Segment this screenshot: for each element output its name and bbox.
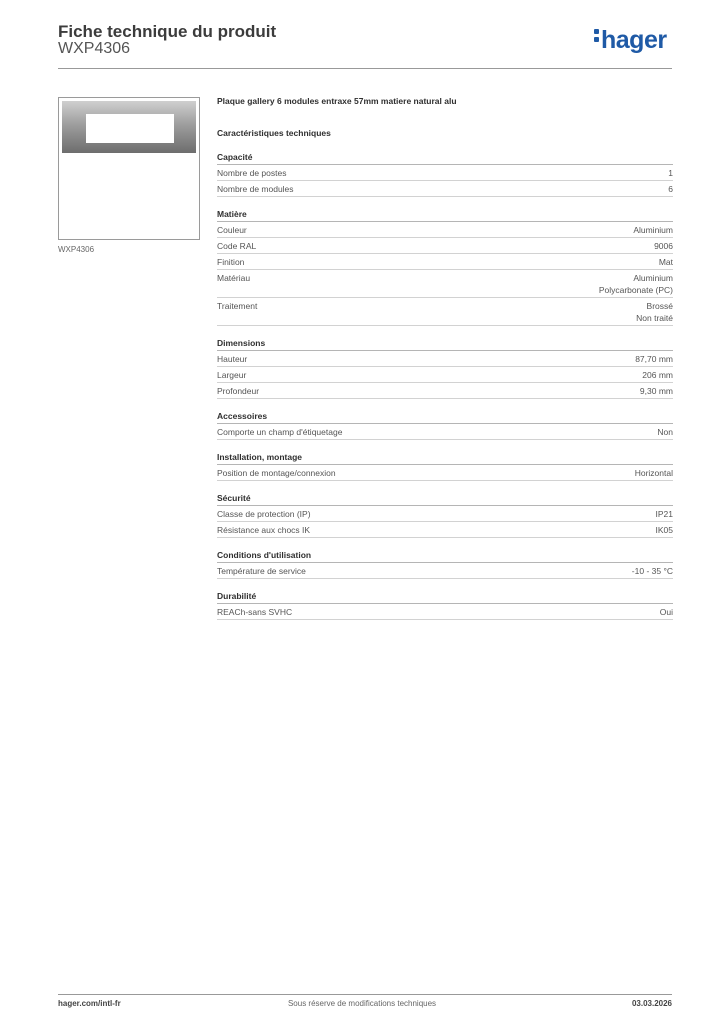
- spec-label: Largeur: [217, 370, 247, 380]
- logo-dots-icon: [594, 26, 599, 45]
- spec-value: Aluminium Polycarbonate (PC): [598, 273, 673, 295]
- spec-group: [217, 493, 673, 538]
- spec-row: [217, 522, 673, 538]
- spec-row: [217, 563, 673, 579]
- image-caption: WXP4306: [58, 245, 95, 254]
- spec-label: Résistance aux chocs IK: [217, 525, 311, 535]
- spec-group: [217, 209, 673, 326]
- spec-label: Classe de protection (IP): [217, 509, 311, 519]
- spec-group: [217, 452, 673, 481]
- footer-divider: [58, 994, 672, 995]
- spec-group-title: Durabilité: [217, 591, 673, 604]
- spec-row: [217, 254, 673, 270]
- logo-text: hager: [601, 26, 667, 54]
- spec-row: [217, 165, 673, 181]
- wall-plate-illustration: [62, 101, 196, 153]
- footer-disclaimer: Sous réserve de modifications techniques: [287, 999, 437, 1008]
- spec-value: Non: [657, 427, 673, 437]
- spec-group-title: Sécurité: [217, 493, 673, 506]
- spec-value: -10 - 35 °C: [631, 566, 673, 576]
- spec-value: 87,70 mm: [635, 354, 673, 364]
- spec-group-title: Capacité: [217, 152, 673, 165]
- spec-value: Aluminium: [633, 225, 673, 235]
- spec-label: Matériau: [217, 273, 251, 283]
- spec-group: [217, 152, 673, 197]
- spec-row: [217, 298, 673, 326]
- spec-row: [217, 270, 673, 298]
- spec-label: Traitement: [217, 301, 258, 311]
- footer-date: 03.03.2026: [631, 999, 672, 1008]
- spec-value: 6: [668, 184, 673, 194]
- spec-sheet: [217, 96, 673, 620]
- spec-label: Comporte un champ d'étiquetage: [217, 427, 343, 437]
- spec-group: [217, 591, 673, 620]
- spec-label: REACh-sans SVHC: [217, 607, 293, 617]
- hager-logo: [594, 28, 667, 53]
- spec-value: 9,30 mm: [639, 386, 673, 396]
- header-divider: [58, 68, 672, 69]
- spec-row: [217, 181, 673, 197]
- spec-group: [217, 550, 673, 579]
- spec-value: Oui: [659, 607, 673, 617]
- spec-group-title: Accessoires: [217, 411, 673, 424]
- spec-label: Nombre de modules: [217, 184, 294, 194]
- spec-label: Code RAL: [217, 241, 257, 251]
- spec-label: Nombre de postes: [217, 168, 287, 178]
- spec-row: [217, 222, 673, 238]
- spec-row: [217, 351, 673, 367]
- spec-label: Température de service: [217, 566, 306, 576]
- spec-row: [217, 238, 673, 254]
- spec-row: [217, 367, 673, 383]
- spec-row: [217, 465, 673, 481]
- product-name: Plaque gallery 6 modules entraxe 57mm matiere natural alu: [217, 96, 457, 106]
- spec-value: Mat: [658, 257, 673, 267]
- spec-label: Hauteur: [217, 354, 248, 364]
- spec-value: Brossé Non traité: [636, 301, 673, 323]
- spec-group: [217, 338, 673, 399]
- spec-group: [217, 411, 673, 440]
- product-image: [58, 97, 200, 240]
- spec-group-title: Matière: [217, 209, 673, 222]
- spec-row: [217, 424, 673, 440]
- footer-website[interactable]: hager.com/intl-fr: [58, 999, 121, 1008]
- spec-value: 9006: [654, 241, 673, 251]
- spec-value: Horizontal: [634, 468, 673, 478]
- spec-row: [217, 604, 673, 620]
- spec-value: IK05: [655, 525, 673, 535]
- spec-label: Finition: [217, 257, 245, 267]
- spec-value: 1: [668, 168, 673, 178]
- spec-row: [217, 383, 673, 399]
- spec-group-title: Dimensions: [217, 338, 673, 351]
- section-title: Caractéristiques techniques: [217, 128, 331, 138]
- spec-label: Couleur: [217, 225, 247, 235]
- page-title: Fiche technique du produit: [58, 22, 277, 41]
- product-code: WXP4306: [58, 40, 131, 57]
- spec-row: [217, 506, 673, 522]
- spec-group-title: Installation, montage: [217, 452, 673, 465]
- spec-label: Profondeur: [217, 386, 260, 396]
- spec-value: 206 mm: [642, 370, 673, 380]
- spec-label: Position de montage/connexion: [217, 468, 336, 478]
- spec-groups: [217, 152, 673, 620]
- spec-group-title: Conditions d'utilisation: [217, 550, 673, 563]
- spec-value: IP21: [655, 509, 673, 519]
